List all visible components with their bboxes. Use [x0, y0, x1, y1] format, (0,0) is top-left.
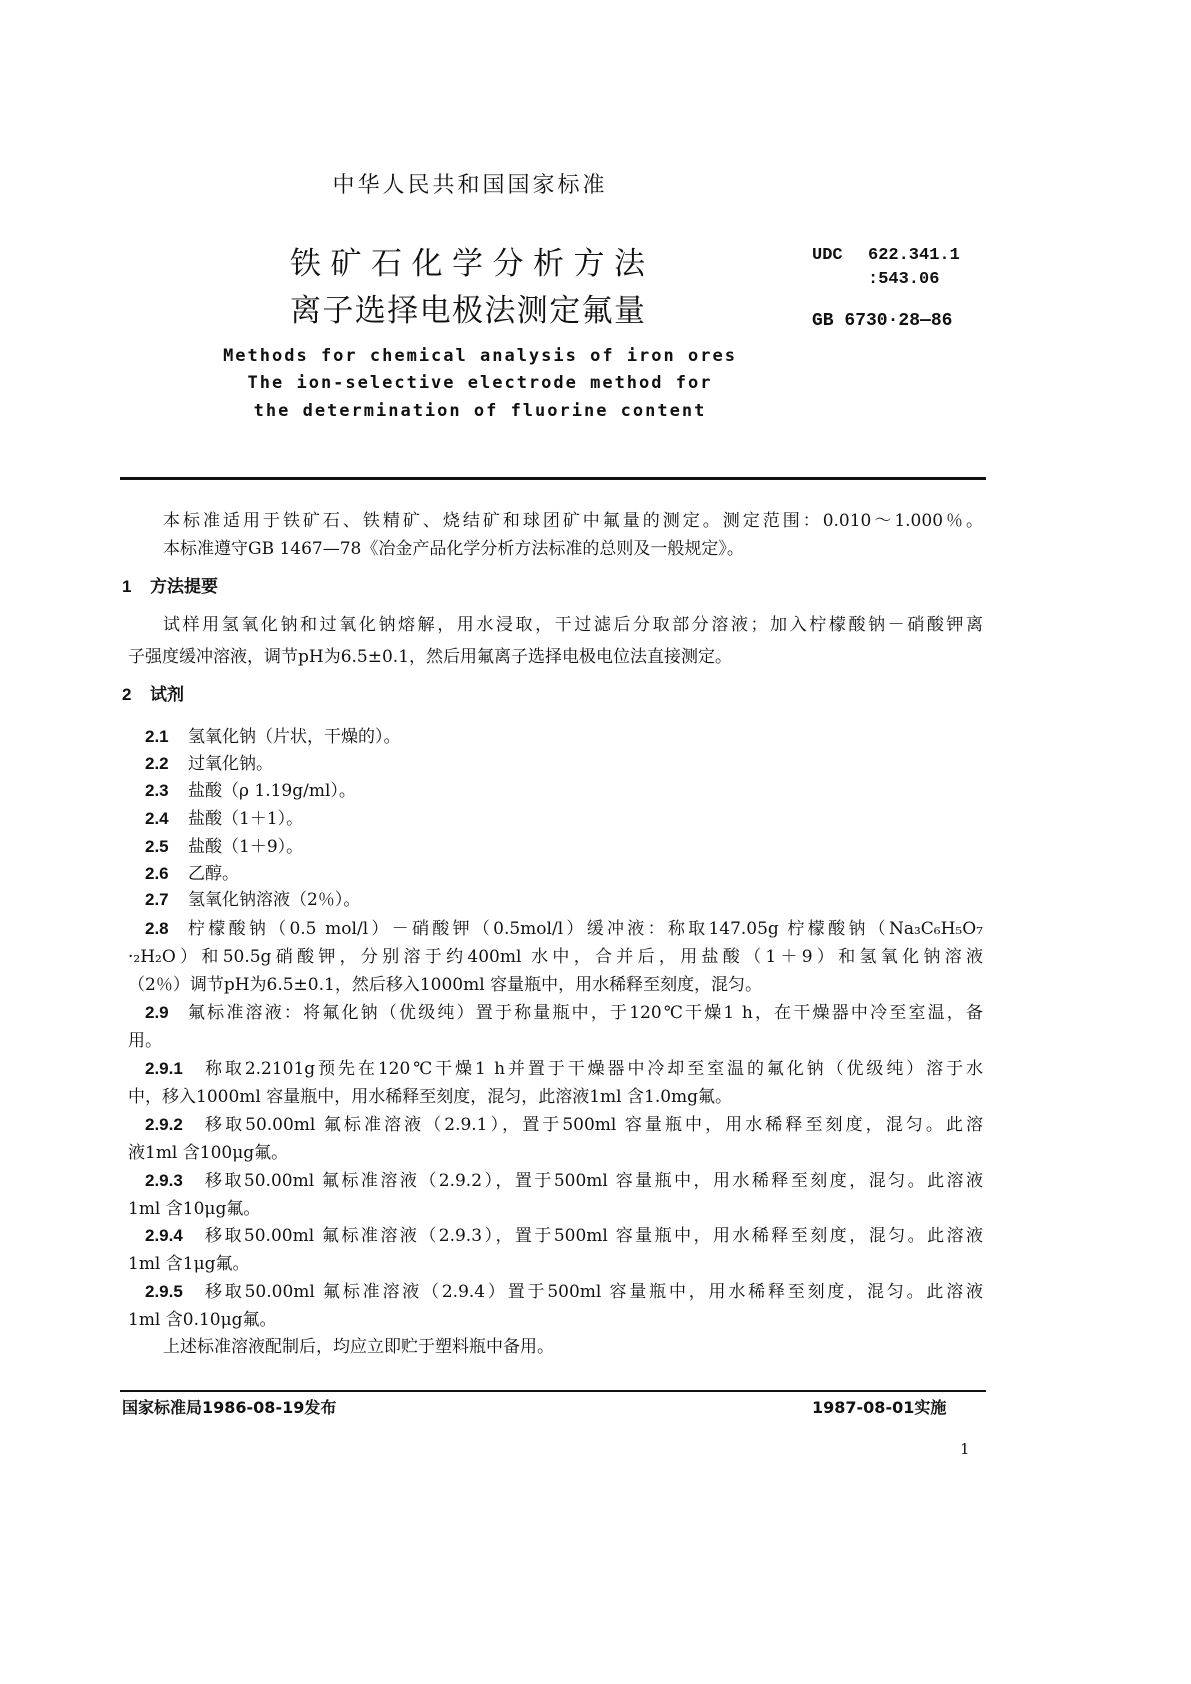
clause-text: 氟标准溶液：将氟化钠（优级纯）置于称量瓶中，于120℃干燥1 h，在干燥器中冷至室温，备 — [188, 1003, 983, 1023]
title-line-1: 铁矿石化学分析方法 — [290, 246, 645, 282]
clause-number: 2.9.5 — [145, 1282, 183, 1301]
english-title-1: Methods for chemical analysis of iron ores — [223, 346, 737, 366]
clause-text: 乙醇。 — [188, 864, 239, 884]
clause-text: 柠檬酸钠（0.5 mol/l）－硝酸钾（0.5mol/l）缓冲液：称取147.05g 柠檬酸钠（Na₃C₆H₅O₇ — [188, 919, 983, 939]
clause-text: 移取50.00ml 氟标准溶液（2.9.3），置于500ml 容量瓶中，用水稀释至刻度，混匀。此溶液 — [205, 1226, 983, 1246]
clause-text: 1ml 含10μg氟。 — [128, 1199, 261, 1219]
english-title-2: The ion-selective electrode method for — [247, 373, 713, 393]
udc-code-2: :543.06 — [868, 270, 940, 289]
clause-text: 液1ml 含100μg氟。 — [128, 1143, 289, 1163]
clause-number: 2.9.3 — [145, 1171, 183, 1190]
udc-code-1: 622.341.1 — [868, 246, 960, 265]
clause-text: 盐酸（ρ 1.19g/ml）。 — [188, 781, 356, 801]
section-number: 1 — [122, 577, 132, 596]
section-number: 2 — [122, 685, 132, 704]
page-number: 1 — [960, 1440, 970, 1458]
clause-number: 2.7 — [145, 890, 169, 909]
clause-text: 盐酸（1＋9）。 — [188, 837, 304, 857]
clause-text: 中，移入1000ml 容量瓶中，用水稀释至刻度，混匀，此溶液1ml 含1.0mg氟。 — [128, 1087, 733, 1107]
clause-number: 2.9 — [145, 1003, 169, 1022]
clause-number: 2.1 — [145, 727, 169, 746]
clause-number: 2.8 — [145, 919, 169, 938]
clause-text: 用。 — [128, 1031, 162, 1051]
clause-text: ·₂H₂O）和50.5g硝酸钾，分别溶于约400ml 水中，合并后，用盐酸（1＋9）和氢氧化钠溶液 — [128, 947, 983, 967]
clause-text: 盐酸（1＋1）。 — [188, 809, 304, 829]
clause-text: 1ml 含0.10μg氟。 — [128, 1310, 277, 1330]
closing-note: 上述标准溶液配制后，均应立即贮于塑料瓶中备用。 — [163, 1337, 554, 1357]
clause-text: 氢氧化钠（片状，干燥的）。 — [188, 727, 401, 747]
intro-paragraph-line: 本标准遵守GB 1467—78《冶金产品化学分析方法标准的总则及一般规定》。 — [163, 539, 744, 559]
section-title: 方法提要 — [150, 577, 218, 597]
gb-number: GB 6730·28—86 — [812, 311, 953, 331]
footer-divider — [120, 1390, 986, 1392]
clause-text: 移取50.00ml 氟标准溶液（2.9.1），置于500ml 容量瓶中，用水稀释至刻度，混匀。此溶 — [205, 1115, 983, 1135]
national-standard-heading: 中华人民共和国国家标准 — [332, 173, 608, 198]
clause-number: 2.3 — [145, 781, 169, 800]
english-title-3: the determination of fluorine content — [253, 401, 707, 421]
clause-text: 称取2.2101g预先在120℃干燥1 h并置于干燥器中冷却至室温的氟化钠（优级纯）溶于水 — [205, 1059, 983, 1079]
clause-text: 移取50.00ml 氟标准溶液（2.9.2），置于500ml 容量瓶中，用水稀释至刻度，混匀。此溶液 — [205, 1171, 983, 1191]
header-divider — [120, 477, 986, 480]
clause-number: 2.9.2 — [145, 1115, 183, 1134]
clause-text: 移取50.00ml 氟标准溶液（2.9.4）置于500ml 容量瓶中，用水稀释至刻度，混匀。此溶液 — [205, 1282, 983, 1302]
issue-date: 国家标准局1986-08-19发布 — [122, 1398, 337, 1417]
clause-number: 2.9.4 — [145, 1226, 183, 1245]
udc-label: UDC — [812, 246, 843, 265]
clause-number: 2.9.1 — [145, 1059, 183, 1078]
clause-number: 2.2 — [145, 754, 169, 773]
clause-text: （2％）调节pH为6.5±0.1，然后移入1000ml 容量瓶中，用水稀释至刻度，混匀。 — [128, 975, 763, 995]
clause-number: 2.4 — [145, 809, 169, 828]
paragraph-line: 子强度缓冲溶液，调节pH为6.5±0.1，然后用氟离子选择电极电位法直接测定。 — [128, 647, 733, 667]
clause-number: 2.5 — [145, 837, 169, 856]
clause-number: 2.6 — [145, 864, 169, 883]
title-line-2: 离子选择电极法测定氟量 — [290, 293, 645, 329]
effective-date: 1987-08-01实施 — [812, 1398, 947, 1417]
paragraph-line: 试样用氢氧化钠和过氧化钠熔解，用水浸取，干过滤后分取部分溶液；加入柠檬酸钠－硝酸钾离 — [163, 615, 983, 635]
intro-paragraph-line: 本标准适用于铁矿石、铁精矿、烧结矿和球团矿中氟量的测定。测定范围：0.010～1.000％。 — [163, 511, 983, 531]
clause-text: 1ml 含1μg氟。 — [128, 1254, 250, 1274]
clause-text: 过氧化钠。 — [188, 754, 273, 774]
section-title: 试剂 — [150, 685, 184, 705]
clause-text: 氢氧化钠溶液（2％）。 — [188, 890, 361, 910]
